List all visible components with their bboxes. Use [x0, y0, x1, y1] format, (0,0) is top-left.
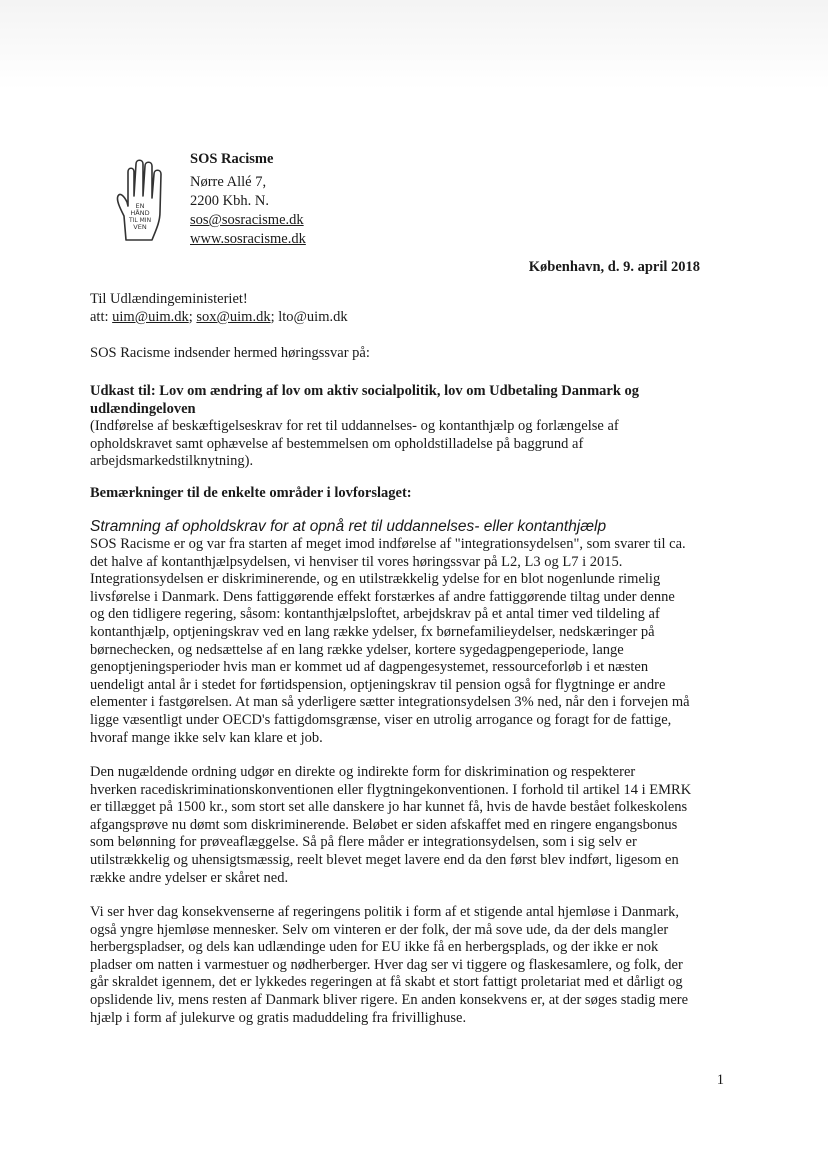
draft-section — [90, 383, 730, 471]
hand-logo-icon — [112, 156, 176, 244]
para-line: hvoraf mange ikke selv kan klare et job. — [90, 729, 323, 746]
sender-street: Nørre Allé 7, — [190, 174, 267, 190]
para-line: også yngre hjemløse mennesker. Selv om vinteren er der folk, der må sove ude, da der dels mangler — [90, 921, 669, 938]
section-heading: Stramning af opholdskrav for at opnå ret til uddannelses- eller kontanthjælp — [90, 518, 607, 535]
sender-name: SOS Racisme — [190, 151, 274, 167]
paragraph-3 — [90, 904, 730, 1027]
recipient-email-1[interactable]: uim@uim.dk — [112, 309, 189, 325]
para-line: pladser om natten i varmestuer og nødherberger. Hver dag ser vi tiggere og flaskesamlere, og folk, der — [90, 956, 683, 973]
para-line: afgangsprøve nu dømt som diskriminerende. Beløbet er siden afskaffet med en ringere engangsbonus — [90, 816, 678, 833]
para-line: og den tidligere regering, såsom: kontanthjælpsloftet, arbejdskrav på et antal timer ved tildeling af — [90, 606, 660, 623]
draft-desc-line: (Indførelse af beskæftigelseskrav for ret til uddannelses- og kontanthjælp og forlængelse af — [90, 418, 619, 435]
para-line: Vi ser hver dag konsekvenserne af regeringens politik i form af et stigende antal hjemløse i Danmark, — [90, 904, 680, 920]
draft-title-line: Udkast til: Lov om ændring af lov om aktiv socialpolitik, lov om Udbetaling Danmark og — [90, 383, 640, 399]
para-line: som belønning for prøveaflæggelse. Så på flere måder er integrationsydelsen, som i sig selv er — [90, 834, 637, 851]
para-line: livsførelse i Danmark. Dens fattiggørende effekt forstærkes af andre fattiggørende tiltag under denne — [90, 588, 675, 605]
para-line: børnechecken, og nedsættelse af en lang række ydelser, kortere sygedagpengeperiode, lange — [90, 641, 624, 658]
logo-text-1: EN — [135, 202, 145, 210]
para-line: herbergspladser, og dels kan udlændinge uden for EU ikke få en herbergsplads, og der ikke er nok — [90, 939, 659, 956]
recipient-att-line — [90, 308, 348, 326]
intro-text: SOS Racisme indsender hermed høringssvar på: — [90, 345, 370, 361]
para-line: ligge væsentligt under OECD's fattigdomsgrænse, viser en utrolig arrogance og foragt for de fattige, — [90, 711, 672, 728]
para-line: række andre ydelser er skåret ned. — [90, 869, 289, 886]
para-line: går skraldet igennem, det er lykkedes regeringen at få skabt et stort fattigt proletariat med et dårligt og — [90, 974, 683, 991]
sender-email-link[interactable]: sos@sosracisme.dk — [190, 212, 304, 228]
recipient-email-3: lto@uim.dk — [278, 309, 348, 325]
para-line: utilstrækkelig og uhensigtsmæssig, reelt blevet meget lavere end da den først blev indført, ligesom en — [90, 851, 679, 868]
logo-text-2: HÅND — [130, 209, 150, 217]
para-line: Integrationsydelsen er diskriminerende, og en utilstrækkelig ydelse for en blot nogenlunde rimelig — [90, 571, 661, 588]
sender-website-link[interactable]: www.sosracisme.dk — [190, 231, 306, 247]
logo-text-4: VEN — [133, 223, 147, 231]
para-line: uendeligt antal år i stedet for førtidspension, optjeningskrav til pension også for flygtninge er andre — [90, 676, 666, 693]
remarks-heading: Bemærkninger til de enkelte områder i lovforslaget: — [90, 485, 412, 501]
paragraph-1 — [90, 536, 730, 747]
para-line: hjælp i form af julekurve og gratis maduddeling fra frivillighuse. — [90, 1009, 467, 1026]
draft-desc-line: arbejdsmarkedstilknytning). — [90, 453, 254, 470]
sender-city: 2200 Kbh. N. — [190, 193, 269, 209]
para-line: genoptjeningsperioder hvis man er kommet ud af dagpengesystemet, ressourceforløb i et næsten — [90, 659, 649, 676]
logo-text-3: TIL MIN — [128, 217, 152, 224]
separator-2: ; — [270, 309, 279, 325]
sender-address — [190, 150, 306, 249]
page-number: 1 — [716, 1072, 724, 1088]
para-line: det halve af kontanthjælpsydelsen, vi henviser til vores høringssvar på L2, L3 og L7 i 2015. — [90, 553, 623, 570]
section-one — [90, 517, 730, 747]
para-line: elementer i fastgørelsen. At man så yderligere sætter integrationsydelsen 3% ned, når den i forvejen må — [90, 694, 690, 711]
paragraph-2 — [90, 764, 730, 887]
recipient-line: Til Udlændingeministeriet! — [90, 291, 248, 307]
letter-date: København, d. 9. april 2018 — [528, 259, 700, 275]
scan-shading — [0, 0, 828, 90]
para-line: er tillægget på 1500 kr., som stort set alle danskere jo har kunnet få, hvis de havde bestået folkeskolens — [90, 799, 688, 816]
para-line: opslidende liv, mens resten af Danmark bliver rigere. En anden konsekvens er, at der søges stadig mere — [90, 991, 689, 1008]
para-line: Den nugældende ordning udgør en direkte og indirekte form for diskrimination og respekterer — [90, 764, 636, 780]
para-line: SOS Racisme er og var fra starten af meget imod indførelse af "integrationsydelsen", som svarer til ca. — [90, 536, 686, 552]
para-line: hverken racediskriminationskonventionen eller flygtningekonventionen. I forhold til artikel 14 i EMRK — [90, 781, 692, 798]
draft-desc-line: opholdskravet samt ophævelse af bestemmelsen om opholdstilladelse på baggrund af — [90, 435, 584, 452]
att-prefix: att: — [90, 309, 113, 325]
recipient-block — [90, 290, 348, 326]
draft-title-line: udlændingeloven — [90, 400, 196, 417]
recipient-email-2[interactable]: sox@uim.dk — [196, 309, 271, 325]
separator-1: ; — [188, 309, 197, 325]
para-line: kontanthjælp, optjeningskrav ved en lang række ydelser, fx børnefamilieydelser, nedskæringer på — [90, 623, 655, 640]
